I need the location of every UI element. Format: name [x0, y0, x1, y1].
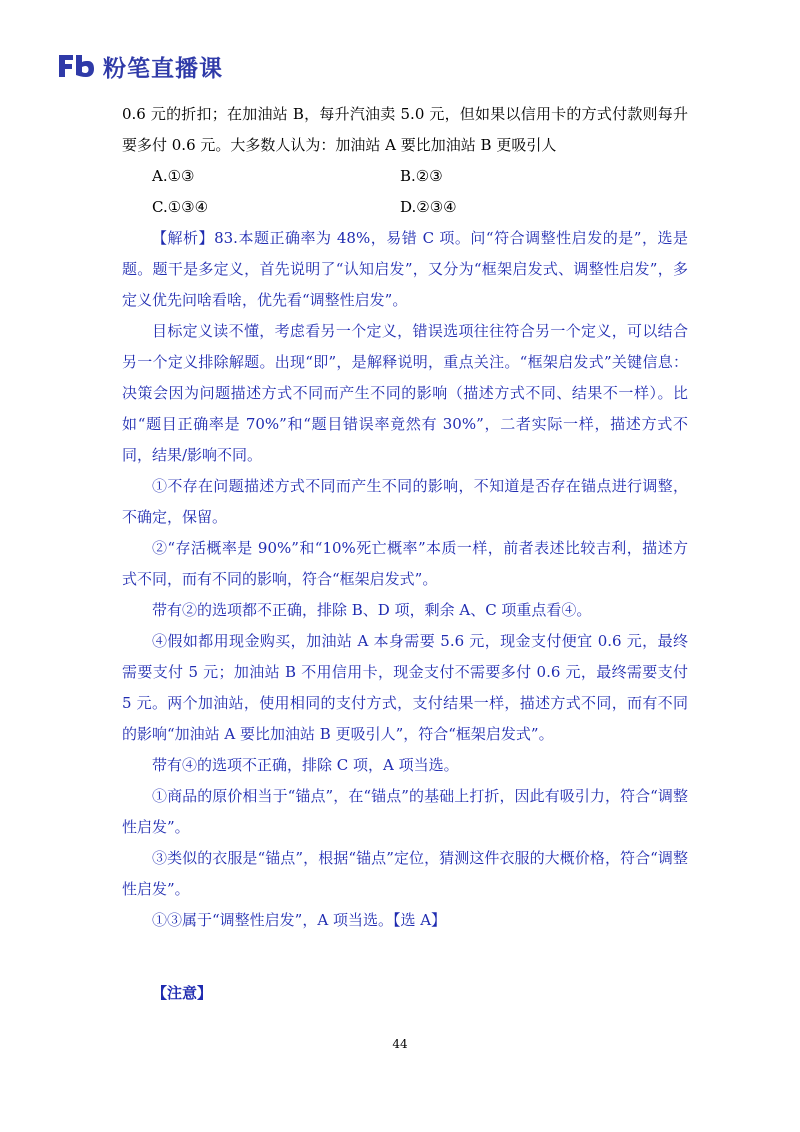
analysis-paragraph: 【解析】83.本题正确率为 48%，易错 C 项。问“符合调整性启发的是”，选是题。题干是多定义，首先说明了“认知启发”，又分为“框架启发式、调整性启发”，多定义优先问啥看啥，优先看“调整性启发”。	[122, 229, 688, 309]
analysis-paragraph: ③类似的衣服是“锚点”，根据“锚点”定位，猜测这件衣服的大概价格，符合“调整性启发”。	[122, 849, 688, 898]
analysis-paragraph: 带有④的选项不正确，排除 C 项，A 项当选。	[152, 756, 459, 774]
options-row-2	[122, 192, 688, 223]
option-c: C.①③④	[152, 198, 209, 216]
analysis-paragraph: ④假如都用现金购买，加油站 A 本身需要 5.6 元，现金支付便宜 0.6 元，最终需要支付 5 元；加油站 B 不用信用卡，现金支付不需要多付 0.6 元，最终需要支付 5 元。两个加油站，使用相同的支付方式，支付结果一样，描述方式不同，而有不同的影响“加油站 A 要比加油站 B 更吸引人”，符合“框架启发式”。	[122, 632, 688, 743]
analysis-paragraph: ①商品的原价相当于“锚点”，在“锚点”的基础上打折，因此有吸引力，符合“调整性启发”。	[122, 787, 688, 836]
option-b: B.②③	[400, 167, 443, 185]
note-heading: 【注意】	[152, 984, 213, 1002]
analysis-paragraph: ①不存在问题描述方式不同而产生不同的影响，不知道是否存在锚点进行调整，不确定，保留。	[122, 477, 688, 526]
brand-logo	[57, 51, 223, 81]
logo-text: 粉笔直播课	[103, 55, 223, 82]
options-row-1	[122, 161, 688, 192]
analysis-paragraph: ②“存活概率是 90%”和“10%死亡概率”本质一样，前者表述比较吉利，描述方式不同，而有不同的影响，符合“框架启发式”。	[122, 539, 688, 588]
question-text: 0.6 元的折扣；在加油站 B，每升汽油卖 5.0 元，但如果以信用卡的方式付款则每升要多付 0.6 元。大多数人认为：加油站 A 要比加油站 B 更吸引人	[122, 105, 688, 154]
option-a: A.①③	[152, 167, 195, 185]
document-body	[122, 99, 688, 936]
page-number: 44	[392, 1037, 408, 1051]
analysis-paragraph: 带有②的选项都不正确，排除 B、D 项，剩余 A、C 项重点看④。	[152, 601, 592, 619]
analysis-paragraph: 目标定义读不懂，考虑看另一个定义，错误选项往往符合另一个定义，可以结合另一个定义排除解题。出现“即”，是解释说明，重点关注。“框架启发式”关键信息：决策会因为问题描述方式不同而产生不同的影响（描述方式不同、结果不一样）。比如“题目正确率是 70%”和“题目错误率竟然有 30%”，二者实际一样，描述方式不同，结果/影响不同。	[122, 322, 688, 464]
option-d: D.②③④	[400, 198, 457, 216]
fb-logo-icon	[57, 53, 95, 79]
analysis-paragraph: ①③属于“调整性启发”，A 项当选。【选 A】	[152, 911, 447, 929]
